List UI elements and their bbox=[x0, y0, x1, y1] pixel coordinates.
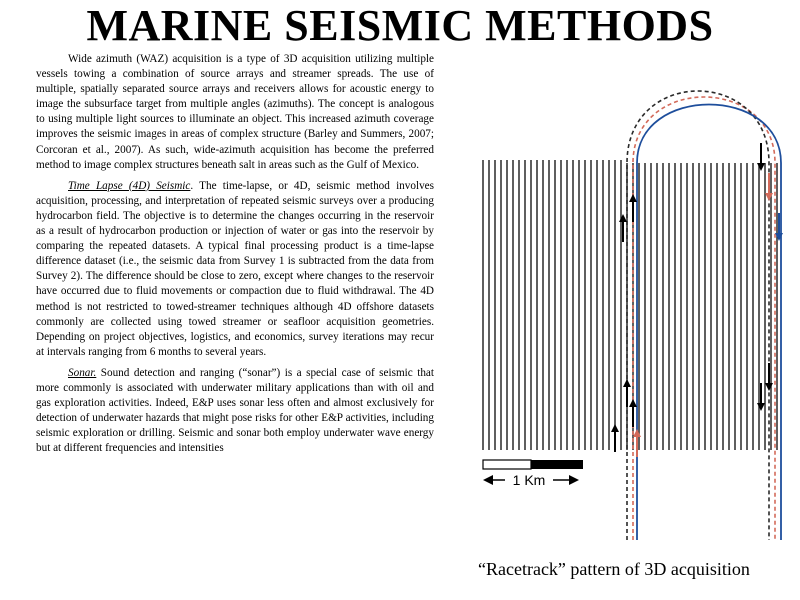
paragraph-sonar bbox=[36, 366, 434, 457]
heading-sonar: Sonar. bbox=[68, 366, 97, 379]
page-title: MARINE SEISMIC METHODS bbox=[86, 1, 714, 50]
arrow-up-icon bbox=[611, 424, 619, 452]
heading-time-lapse: Time Lapse (4D) Seismic bbox=[68, 179, 191, 192]
article-body bbox=[36, 52, 434, 462]
arrow-down-icon bbox=[757, 143, 765, 171]
arrow-down-icon bbox=[765, 173, 773, 201]
arrow-down-icon bbox=[765, 363, 773, 391]
paragraph-waz-text: Wide azimuth (WAZ) acquisition is a type of 3D acquisition utilizing multiple vessels towing a combination of source arrays and streamer spreads. The use of multiple, spatially separated source arrays and receivers allows for acoustic energy to image the subsurface target from multiple angles (azimuths). The concept is analogous to using multiple light sources to illuminate an object. This increased azimuth coverage improves the seismic images in areas of complex structure (Barley and Summers, 2007; Corcoran et al., 2007). As such, wide-azimuth acquisition has become the preferred method to image complex structures beneath salt in areas such as the Gulf of Mexico. bbox=[36, 53, 434, 171]
arrow-up-icon bbox=[629, 399, 637, 427]
arrow-down-icon bbox=[757, 383, 765, 411]
arrow-up-icon bbox=[633, 429, 641, 457]
arrow-up-icon bbox=[623, 379, 631, 407]
arrow-up-icon bbox=[629, 194, 637, 222]
paragraph-sonar-text: Sound detection and ranging (“sonar”) is a special case of seismic that more commonly is associated with underwater military applications than with oil and gas exploration activities. Indeed, E&P uses sonar less often and almost exclusively for detection of underwater hazards that might pose risks for other E&P activities, including seismic exploration or drilling. Seismic and sonar both employ underwater wave energy but at different frequencies and intensities bbox=[36, 366, 434, 455]
scale-arrow-left-head bbox=[483, 475, 493, 485]
scale-bar bbox=[483, 460, 583, 489]
scale-bar-black-segment bbox=[531, 460, 583, 469]
paragraph-4d bbox=[36, 179, 434, 360]
racetrack-diagram bbox=[475, 85, 795, 555]
racetrack-figure bbox=[475, 85, 795, 555]
figure-caption: “Racetrack” pattern of 3D acquisition bbox=[478, 559, 750, 579]
scale-label: 1 Km bbox=[512, 472, 546, 488]
paragraph-waz bbox=[36, 52, 434, 173]
scale-arrow-right-head bbox=[569, 475, 579, 485]
paragraph-4d-text: . The time-lapse, or 4D, seismic method involves acquisition, processing, and interpretation of repeated seismic surveys over a producing hydrocarbon field. The objective is to determine the changes occurring in the reservoir as a result of hydrocarbon production or injection of water or gas into the reservoir by comparing the repeated datasets. A typical final processing product is a time-lapse difference dataset (i.e., the seismic data from Survey 1 is subtracted from the data from Survey 2). The difference should be close to zero, except where changes to the reservoir have occurred due to fluid movements or compaction due to fluid withdrawal. The 4D method is not restricted to towed-streamer techniques although 4D offshore datasets commonly are collected using towed streamer or seafloor acquisition geometries. Depending on project objectives, logistics, and economics, survey iterations may recur at intervals ranging from 6 months to several years. bbox=[36, 179, 434, 358]
arrow-up-icon bbox=[619, 214, 627, 242]
scale-bar-white-segment bbox=[483, 460, 531, 469]
